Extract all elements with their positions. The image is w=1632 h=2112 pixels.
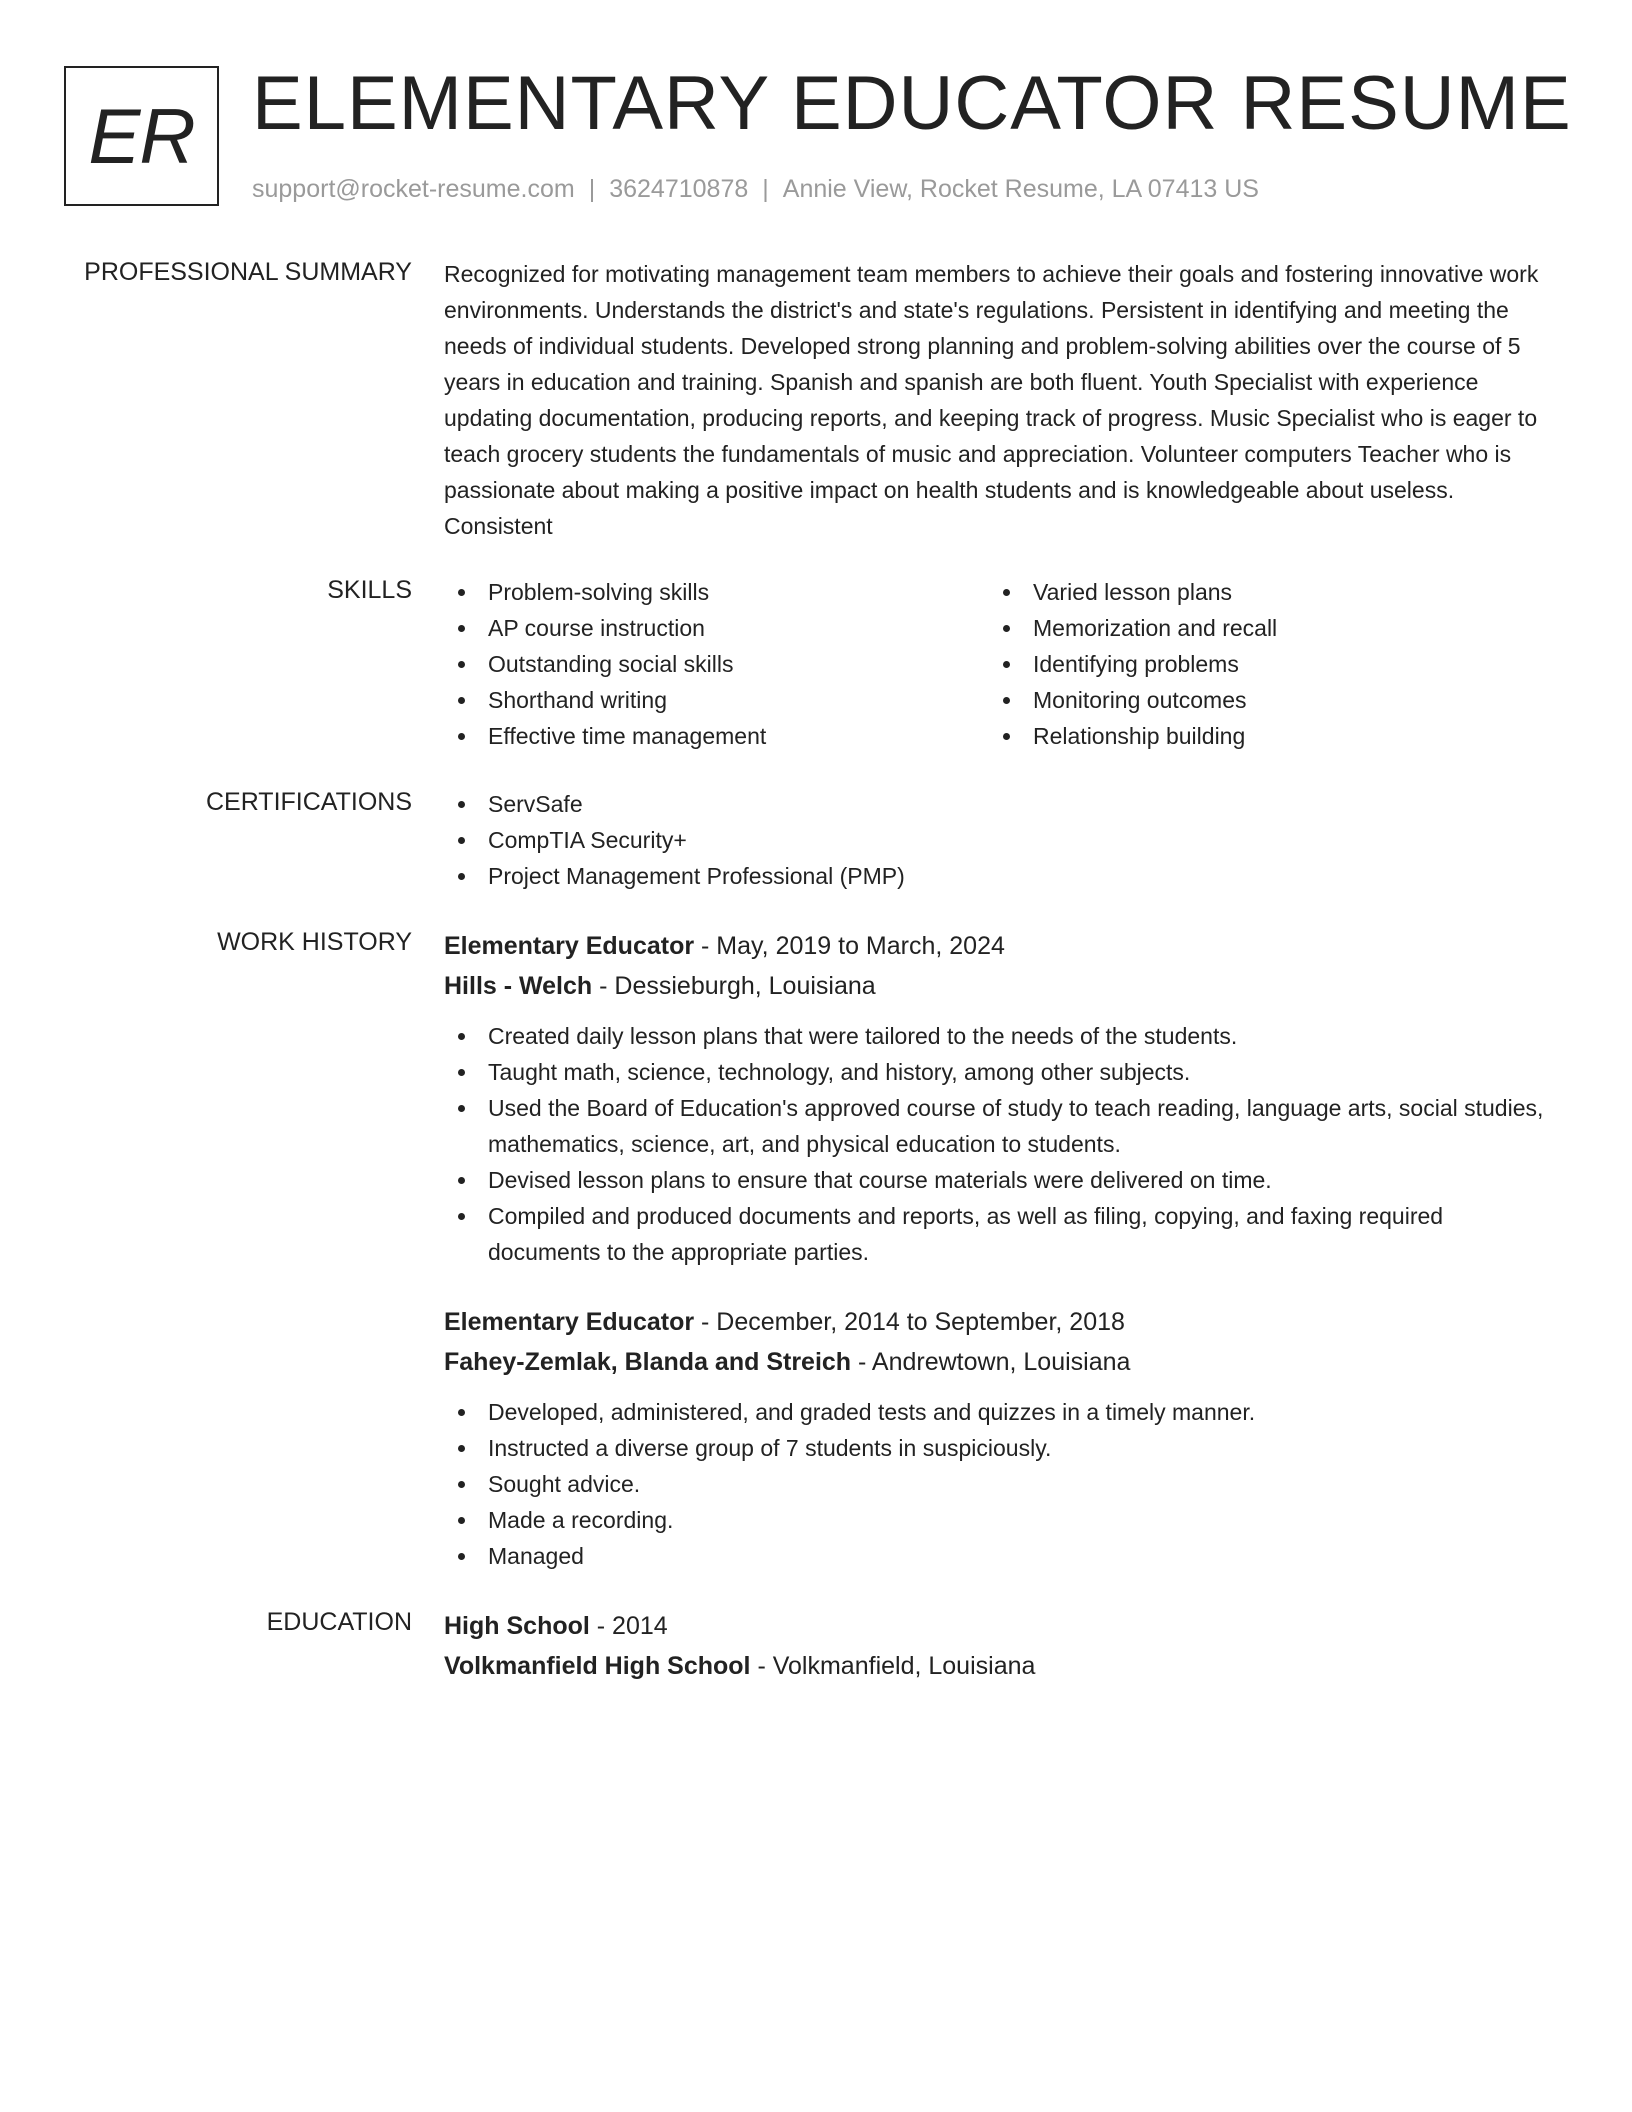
job-company-line (444, 1342, 1554, 1382)
certification-item: CompTIA Security+ (444, 822, 1554, 858)
skills-heading: SKILLS (327, 576, 412, 604)
job-location: - Dessieburgh, Louisiana (592, 972, 876, 1000)
skill-item: Relationship building (989, 718, 1534, 754)
skill-item: Memorization and recall (989, 610, 1534, 646)
job-entry (444, 926, 1554, 1270)
job-duty: Made a recording. (444, 1502, 1554, 1538)
degree: High School (444, 1612, 590, 1640)
job-company: Hills - Welch (444, 972, 593, 1000)
certification-item: ServSafe (444, 786, 1554, 822)
job-company-line (444, 966, 1554, 1006)
contact-phone: 3624710878 (609, 175, 749, 203)
skill-item: Effective time management (444, 718, 989, 754)
graduation-year: - 2014 (589, 1612, 668, 1640)
school-name: Volkmanfield High School (444, 1652, 751, 1680)
contact-line (252, 174, 1259, 204)
skill-item: Problem-solving skills (444, 574, 989, 610)
degree-line (444, 1606, 1554, 1646)
job-duty: Managed (444, 1538, 1554, 1574)
contact-separator: | (762, 175, 769, 203)
contact-separator: | (588, 175, 596, 203)
job-dates: - December, 2014 to September, 2018 (694, 1308, 1125, 1336)
monogram-text: ER (88, 91, 195, 180)
job-duty: Created daily lesson plans that were tailored to the needs of the students. (444, 1018, 1554, 1054)
certification-item: Project Management Professional (PMP) (444, 858, 1554, 894)
job-duty: Used the Board of Education's approved course of study to teach reading, language arts, social studies, mathematics, science, art, and physical education to students. (444, 1090, 1554, 1162)
job-title-line (444, 1302, 1554, 1342)
job-duty: Compiled and produced documents and reports, as well as filing, copying, and faxing required documents to the appropriate parties. (444, 1198, 1554, 1270)
job-duties-list (444, 1018, 1554, 1270)
job-duty: Devised lesson plans to ensure that course materials were delivered on time. (444, 1162, 1554, 1198)
certifications-heading: CERTIFICATIONS (205, 788, 412, 816)
work-history-heading: WORK HISTORY (217, 928, 412, 956)
skill-item: Monitoring outcomes (989, 682, 1534, 718)
education-heading: EDUCATION (266, 1608, 412, 1636)
summary-text: Recognized for motivating management team members to achieve their goals and fostering innovative work environments. Understands the district's and state's regulations. Persistent in identifying and meeting the needs of individual students. Developed strong planning and problem-solving abilities over the course of 5 years in education and training. Spanish and spanish are both fluent. Youth Specialist with experience updating documentation, producing reports, and keeping track of progress. Music Specialist who is eager to teach grocery students the fundamentals of music and appreciation. Volunteer computers Teacher who is passionate about making a positive impact on health students and is knowledgeable about useless. Consistent (444, 261, 1539, 539)
skill-item: AP course instruction (444, 610, 989, 646)
skills-list-left (444, 574, 989, 754)
job-dates: - May, 2019 to March, 2024 (694, 932, 1005, 960)
skill-item: Varied lesson plans (989, 574, 1534, 610)
skill-item: Identifying problems (989, 646, 1534, 682)
job-duty: Instructed a diverse group of 7 students in suspiciously. (444, 1430, 1554, 1466)
job-title: Elementary Educator (444, 932, 695, 960)
job-title: Elementary Educator (444, 1308, 695, 1336)
job-duty: Developed, administered, and graded tests and quizzes in a timely manner. (444, 1394, 1554, 1430)
school-location: - Volkmanfield, Louisiana (750, 1652, 1036, 1680)
job-duty: Sought advice. (444, 1466, 1554, 1502)
skill-item: Outstanding social skills (444, 646, 989, 682)
job-duty: Taught math, science, technology, and history, among other subjects. (444, 1054, 1554, 1090)
job-company: Fahey-Zemlak, Blanda and Streich (444, 1348, 852, 1376)
certifications-list (444, 786, 1554, 894)
contact-email: support@rocket-resume.com (252, 175, 575, 203)
job-title-line (444, 926, 1554, 966)
monogram-logo (64, 66, 219, 206)
summary-heading: PROFESSIONAL SUMMARY (84, 258, 412, 286)
skill-item: Shorthand writing (444, 682, 989, 718)
job-location: - Andrewtown, Louisiana (851, 1348, 1131, 1376)
job-duties-list (444, 1394, 1554, 1574)
job-entry (444, 1302, 1554, 1574)
skills-list-right (989, 574, 1534, 754)
contact-address: Annie View, Rocket Resume, LA 07413 US (782, 175, 1259, 203)
page-title: ELEMENTARY EDUCATOR RESUME (252, 61, 1572, 146)
school-line (444, 1646, 1554, 1686)
